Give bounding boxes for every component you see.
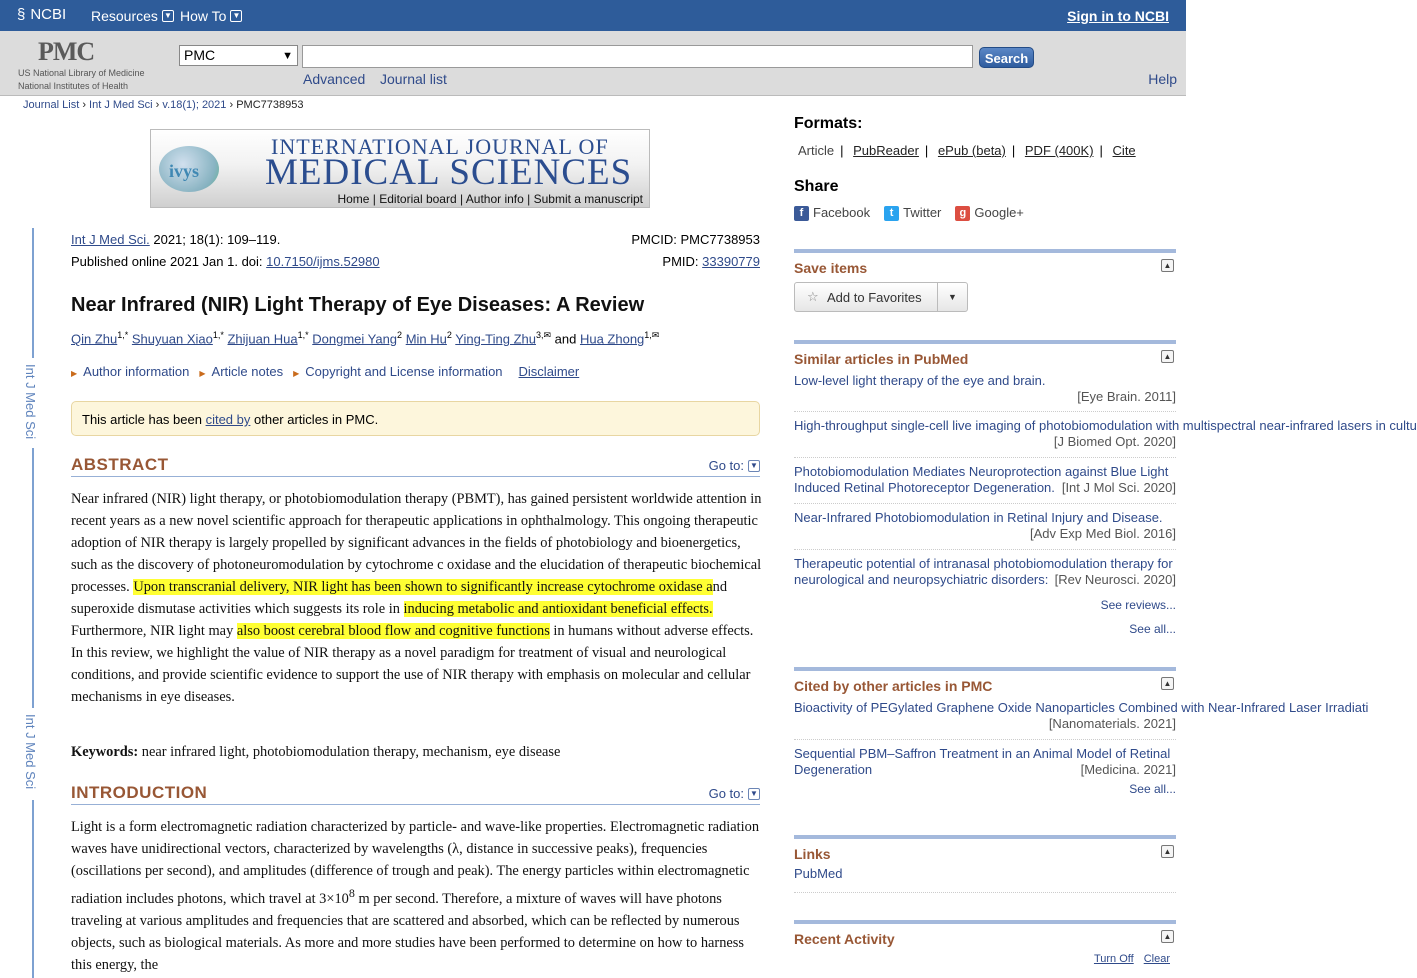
collapse-icon[interactable]: ▲ [1161, 350, 1174, 363]
see-reviews-link[interactable]: See reviews... [1100, 598, 1176, 612]
breadcrumb-journal-list[interactable]: Journal List [23, 99, 80, 111]
introduction-text: Light is a form electromagnetic radiation characterized by particle- and wave-like properties. Electromagnetic radiation waves have unidirectional vectors, characterized by wavelengths (λ, distance in successive peaks), frequencies (oscillations per second), and amplitudes (difference of trough and peak). The energy particles within electromagnetic radiation includes photons, which travel at $3\times 10^8$ m per second. Therefore, a mixture of waves will have photons traveling at various amplitudes and frequencies that are scattered and absorbed, which can be reflected by numerous objects, such as biological materials. As more and more studies have been performed to determine on how to harness this energy, the [71, 819, 760, 973]
journal-banner[interactable] [150, 129, 650, 208]
help-link[interactable]: Help [1148, 71, 1177, 87]
goto-menu[interactable]: Go to: ▼ [709, 458, 760, 473]
clear-link[interactable]: Clear [1143, 953, 1170, 965]
chevron-down-icon: ▼ [230, 10, 242, 22]
author-link[interactable]: Zhijuan Hua [227, 331, 298, 347]
author-link[interactable]: Ying-Ting Zhu [455, 331, 536, 347]
pmc-logo[interactable]: PMC US National Library of Medicine National Institutes of Health [18, 37, 145, 91]
triangle-right-icon: ▶ [199, 369, 206, 378]
advanced-search-link[interactable]: Advanced [303, 71, 366, 87]
introduction-heading: INTRODUCTION Go to: ▼ [71, 783, 760, 805]
triangle-right-icon: ▶ [293, 369, 300, 378]
collapse-icon[interactable]: ▲ [1161, 930, 1174, 943]
format-article: Article [798, 143, 835, 158]
recent-activity-panel: Recent Activity ▲ [794, 920, 1176, 947]
doi-link[interactable]: 10.7150/ijms.52980 [266, 254, 380, 269]
turn-off-link[interactable]: Turn Off [1093, 953, 1134, 965]
add-to-favorites-button[interactable]: ☆ Add to Favorites ▼ [794, 282, 968, 312]
triangle-right-icon: ▶ [71, 369, 78, 378]
facebook-icon: f [794, 206, 809, 221]
googleplus-icon: g [955, 206, 970, 221]
journal-nav-author-info[interactable]: Author info [465, 192, 524, 206]
cited-article[interactable]: Sequential PBM–Saffron Treatment in an Animal Model of Retinal Degeneration [Medicina. 2021] [794, 746, 1176, 777]
journal-nav-home[interactable]: Home [337, 192, 370, 206]
ncbi-logo-icon: § [17, 6, 26, 23]
journal-link[interactable]: Int J Med Sci. [71, 232, 150, 247]
search-header [0, 31, 1186, 96]
disclaimer-link[interactable]: Disclaimer [518, 364, 580, 379]
chevron-down-icon: ▼ [282, 50, 293, 62]
journal-nav-submit[interactable]: Submit a manuscript [533, 192, 643, 206]
cited-by-panel: Cited by other articles in PMC ▲ Bioactivity of PEGylated Graphene Oxide Nanoparticles Combined with Near-Infrared Laser Irradiati [Nanomaterials. 2021] Sequential PBM–Saffron Treatment in an Animal Model of Retinal Degeneration [Medicina. 2021] See all... [794, 667, 1176, 796]
keywords: Keywords: near infrared light, photobiomodulation therapy, mechanism, eye disease [71, 744, 561, 760]
chevron-down-icon: ▼ [748, 460, 760, 472]
journal-nav: Home | Editorial board | Author info | Submit a manuscript [337, 192, 643, 206]
author-link[interactable]: Min Hu [405, 331, 447, 347]
share-links [794, 205, 1024, 221]
goto-menu[interactable]: Go to: ▼ [709, 786, 760, 801]
share-googleplus[interactable]: g Google+ [955, 205, 1024, 221]
author-list: Qin Zhu$^{1,*}$ Shuyuan Xiao$^{1,*}$ Zhijuan Hua$^{1,*}$ Dongmei Yang$^2$ Min Hu$^2$ Ying-Ting Zhu$^{3,✉}$ and Hua Zhong$^{1,✉}$ [71, 330, 660, 347]
collapse-icon[interactable]: ▲ [1161, 677, 1174, 690]
similar-article[interactable]: Therapeutic potential of intranasal photobiomodulation therapy for neurological and neuropsychiatric disorders: [Rev Neurosci. 2020] [794, 556, 1176, 587]
share-facebook[interactable]: f Facebook [794, 205, 870, 221]
search-input[interactable] [302, 45, 973, 68]
rail-label: Int J Med Sci [23, 714, 38, 790]
format-pdf[interactable]: PDF (400K) [1024, 143, 1094, 158]
save-items-panel: Save items ▲ [794, 249, 1176, 319]
author-link[interactable]: Qin Zhu [71, 331, 118, 347]
share-twitter[interactable]: t Twitter [884, 205, 941, 221]
format-cite[interactable]: Cite [1112, 143, 1136, 158]
author-link[interactable]: Dongmei Yang [312, 331, 398, 347]
see-all-link[interactable]: See all... [1129, 622, 1176, 636]
similar-article[interactable]: Near-Infrared Photobiomodulation in Retinal Injury and Disease. [Adv Exp Med Biol. 2016] [794, 510, 1176, 550]
breadcrumb-issue[interactable]: v.18(1); 2021 [162, 99, 227, 111]
database-select[interactable]: PMC ▼ [179, 45, 298, 66]
rail-line [32, 228, 34, 358]
cited-article[interactable]: Bioactivity of PEGylated Graphene Oxide Nanoparticles Combined with Near-Infrared Laser Irradiati [Nanomaterials. 2021] [794, 700, 1176, 740]
journal-banner-line1: INTERNATIONAL JOURNAL OF [271, 134, 609, 159]
search-button[interactable]: Search [979, 47, 1034, 68]
twitter-icon: t [884, 206, 899, 221]
share-heading: Share [794, 178, 839, 195]
rail-label: Int J Med Sci [23, 364, 38, 440]
recent-activity-controls [1094, 953, 1170, 965]
highlight: Upon transcranial delivery, NIR light has been shown to significantly increase cytochrome oxidase a [133, 579, 713, 595]
author-link[interactable]: Hua Zhong [579, 331, 645, 347]
abstract-text: Near infrared (NIR) light therapy, or photobiomodulation therapy (PBMT), has gained persistent worldwide attention in recent years as a new novel scientific approach for therapeutic applications in ophthalmology. This ongoing therapeutic adoption of NIR therapy is largely propelled by significant advances in the fields of photobiology and bioenergetics, such as the discovery of photoneuromodulation by cytochrome c oxidase and the elucidation of therapeutic biochemical processes. Upon transcranial delivery, NIR light has been shown to significantly increase cytochrome oxidase and superoxide dismutase activities which suggests its role in inducing metabolic and antioxidant beneficial effects. Furthermore, NIR light may also boost cerebral blood flow and cognitive functions in humans without adverse effects. In this review, we highlight the value of NIR therapy as a novel paradigm for treatment of visual and neurological conditions, and provide scientific evidence to support the use of NIR therapy with emphasis on molecular and cellular mechanisms in eye diseases. [71, 491, 762, 705]
ncbi-logo[interactable]: § NCBI [17, 6, 67, 23]
breadcrumb-current: PMC7738953 [236, 99, 304, 111]
pubmed-link[interactable]: PubMed [794, 866, 843, 881]
see-all-link[interactable]: See all... [1129, 782, 1176, 796]
pmid-link[interactable]: 33390779 [702, 254, 760, 269]
formats-heading: Formats: [794, 115, 863, 132]
citation-info: Int J Med Sci. 2021; 18(1): 109–119. Published online 2021 Jan 1. doi: 10.7150/ijms.52980 [71, 232, 380, 269]
howto-menu[interactable]: How To ▼ [180, 8, 242, 24]
rail-line [32, 800, 34, 978]
format-epub[interactable]: ePub (beta) [937, 143, 1006, 158]
article-title: Near Infrared (NIR) Light Therapy of Eye Diseases: A Review [71, 294, 645, 316]
format-pubreader[interactable]: PubReader [853, 143, 919, 158]
author-information-toggle[interactable]: ▶ Author information [71, 364, 190, 379]
breadcrumb-journal[interactable]: Int J Med Sci [89, 99, 153, 111]
citation-ids: PMCID: PMC7738953 PMID: 33390779 [631, 229, 760, 273]
pmcid: PMCID: PMC7738953 [631, 232, 760, 247]
sign-in-link[interactable]: Sign in to NCBI [1067, 8, 1169, 24]
similar-article[interactable]: Low-level light therapy of the eye and brain. [Eye Brain. 2011] [794, 373, 1176, 412]
star-icon: ☆ [807, 289, 819, 304]
cited-by-link[interactable]: cited by [205, 412, 251, 427]
collapse-icon[interactable]: ▲ [1161, 259, 1174, 272]
similar-article[interactable]: Photobiomodulation Mediates Neuroprotection against Blue Light Induced Retinal Photoreceptor Degeneration. [Int J Mol Sci. 2020] [794, 464, 1176, 504]
chevron-down-icon[interactable]: ▼ [937, 283, 967, 311]
copyright-toggle[interactable]: ▶ Copyright and License information [293, 364, 503, 379]
article-notes-toggle[interactable]: ▶ Article notes [199, 364, 284, 379]
author-link[interactable]: Shuyuan Xiao [131, 331, 213, 347]
formats-links: Article | PubReader | ePub (beta) | PDF (400K) | Cite [798, 143, 1136, 158]
rail-line [32, 448, 34, 708]
highlight: inducing metabolic and antioxidant beneficial effects. [403, 601, 713, 617]
ncbi-top-bar [0, 0, 1186, 31]
journal-nav-editorial[interactable]: Editorial board [379, 192, 457, 206]
resources-menu[interactable]: Resources ▼ [91, 8, 174, 24]
cited-by-notice: This article has been cited by other articles in PMC. [71, 401, 760, 436]
highlight: also boost cerebral blood flow and cognitive functions [236, 623, 550, 639]
ivyspring-logo: ivys [159, 146, 219, 192]
chevron-down-icon: ▼ [748, 788, 760, 800]
breadcrumb: Journal List › Int J Med Sci › v.18(1); 2021 › PMC7738953 [23, 99, 304, 111]
collapse-icon[interactable]: ▲ [1161, 845, 1174, 858]
journal-list-link[interactable]: Journal list [380, 71, 447, 87]
article-info-links [71, 364, 579, 379]
chevron-down-icon: ▼ [162, 10, 174, 22]
links-panel: Links ▲ PubMed [794, 835, 1176, 893]
journal-banner-line2: MEDICAL SCIENCES [265, 152, 633, 193]
similar-articles-panel: Similar articles in PubMed ▲ Low-level light therapy of the eye and brain. [Eye Brain. 2011] High-throughput single-cell live imaging of photobiomodulation with multispectral near-infrared lasers in cultu [J Biomed Opt. 2020] Photobiomodulation Mediates Neuroprotection against Blue Light Induced Retinal Photoreceptor Degeneration. [Int J Mol Sci. 2020] Near-Infrared Photobiomodulation in Retinal Injury and Disease. [Adv Exp Med Biol. 2016] Therapeutic potential of intranasal photobiomodulation therapy for neurological and neuropsychiatric disorders: [Rev Neurosci. 2020] See reviews... See all... [794, 340, 1176, 636]
abstract-heading: ABSTRACT Go to: ▼ [71, 455, 760, 477]
similar-article[interactable]: High-throughput single-cell live imaging of photobiomodulation with multispectral near-infrared lasers in cultu [J Biomed Opt. 2020] [794, 418, 1176, 458]
